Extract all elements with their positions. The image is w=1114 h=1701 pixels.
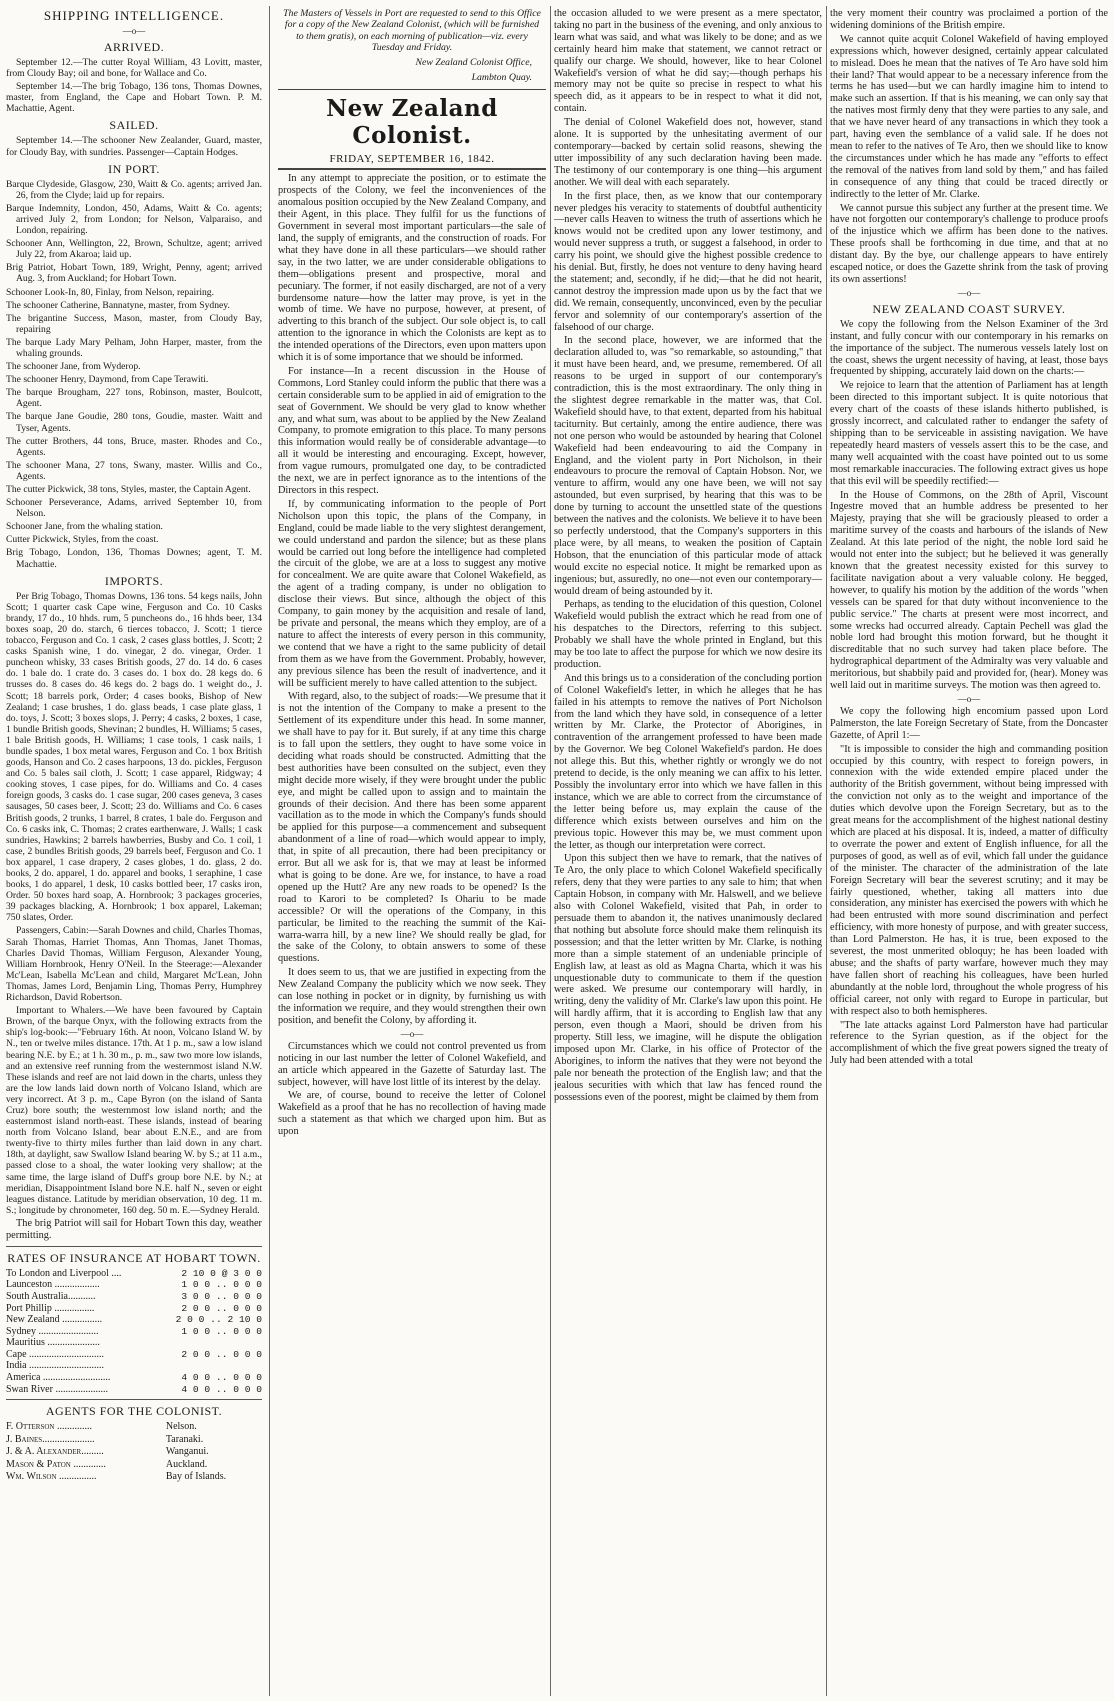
editorial-paragraph: In the first place, then, as we know that our contemporary never pledges his veracity to statements of doubtful authenticity—never calls Heaven to witness the truth of assertions which he knows would not be credited upon any lower testimony, and would never suppress a truth, or suggest a falsehood, in order to carry his point, we should give the highest possible credence to his denial. But, firstly, he does not venture to deny having heard the statement; and, secondly, if he did;—that he did not hearit, cannot destroy the impression made upon us by the fact that we did. We remain, consequently, unconvinced, even by the peculiar fervor and solemnity of our contemporary's assertion of the falsehood of our charge.: [554, 190, 822, 333]
divider: [6, 1399, 262, 1400]
in-port-entry: The barque Lady Mary Pelham, John Harper, master, from the whaling grounds.: [6, 336, 262, 359]
editorial-paragraph: For instance—In a recent discussion in the House of Commons, Lord Stanley could inform the public that there was a certain considerable sum to be applied in aid of emigration to the seat of Government. We should be very glad to know whether any, and what sum, was about to be applied by the New Zealand Company, to promote emigration to this place. To many persons this information would really be of considerable advantage—to all it would be interesting and encouraging. Except, however, from vague rumours, promulgated one day, to be contradicted the next, we are in perfect ignorance as to the intentions of the Directors in this respect.: [278, 365, 546, 496]
insurance-rate: 4 0 0 .. 0 0 0: [181, 1383, 262, 1395]
insurance-place: America ...........................: [6, 1372, 111, 1384]
editorial-paragraph: We are, of course, bound to receive the letter of Colonel Wakefield as a proof that he has no recollection of having made such a statement as that which we charged upon him. But as upon: [278, 1090, 546, 1138]
table-row: [6, 1326, 262, 1338]
agent-place: Bay of Islands.: [165, 1471, 227, 1483]
insurance-rate: 4 0 0 .. 0 0 0: [181, 1372, 262, 1384]
editorial-paragraph: the very moment their country was proclaimed a portion of the widening dominions of the British empire.: [830, 8, 1108, 31]
table-row: [6, 1421, 262, 1434]
column-rule: [826, 6, 827, 1696]
notice-signature-address: Lambton Quay.: [471, 72, 532, 84]
separator: —o—: [122, 26, 146, 36]
separator: —o—: [957, 693, 981, 704]
whalers-notice: Important to Whalers.—We have been favoured by Captain Brown, of the barque Onyx, with the following extracts from the ship's log-book:—"February 16th. At noon, Volcano Island W. by N., ten or twelve miles distance. 17th. At 1 p. m., saw a low island bearing N.E. by E.; at 1 h. 30 m., p. m., saw two more low islands, and an extensive reef running from the westernmost island N.W. These islands and reef are not laid down in the charts, unless they are the low lands laid down north of Volcano Island, which are very incorrect. At 3 p. m., Cape Byron (on the island of Santa Cruz) bore south; the westernmost low island north; and the easternmost island north-east. These islands, instead of bearing north from Volcano Island, bear about E.N.E., and are from twenty-five to thirty miles further than laid down in any chart. 18th, at daylight, saw Swallow Island bearing W. by S.; at 11 a.m., passed close to a shoal, the water looking very shallow; at the same time, the large island of Duff's group bore N.E. by N.; at meridian, Disappointment Island bore N.E. half N., seven or eight leagues distance. Latitude by meridian observation, 10 deg. 11 m. S.; longitude by chronometer, 160 deg. 50 m. E.—Sydney Herald.: [6, 1005, 262, 1216]
survey-paragraph: We rejoice to learn that the attention of Parliament has at length been directed to this important subject. It is quite notorious that every chart of the coasts of these islands hitherto published, is grossly incorrect, and calculated rather to endanger the safety of shipping than to be serviceable in assisting navigation. We have repeatedly heard masters of vessels assert this to be the case, and many well acquainted with the coast have pointed out to us some most remarkable inaccuracies. The following extract gives us hope that this evil will be speedily rectified:—: [830, 380, 1108, 487]
column-editorial-continued: [554, 8, 822, 1696]
survey-heading: NEW ZEALAND COAST SURVEY.: [872, 301, 1066, 316]
insurance-place: Cape ..............................: [6, 1348, 105, 1360]
table-row: [6, 1384, 262, 1396]
editorial-paragraph: And this brings us to a consideration of the concluding portion of Colonel Wakefield's letter, in which he alleges that he has failed in his attempts to remove the natives of Port Nicholson from the land which they have sold, in consequence of a letter written by Mr. Clarke, the Protector of Aborigines, in contravention of the arrangement professed to have been made by the Governor. We beg Colonel Wakefield's pardon. He does not allege this. But this, whether rightly or wrongly we do not pretend to decide, is the only meaning we can affix to his letter. Possibly the involuntary error into which we have fallen in this instance, which we are able to correct from the circumstance of the letter being before us, may explain the cause of the difference which exists between ourselves and him on the previous topic. However this may be, we must comment upon the letter, as though our interpretation were correct.: [554, 672, 822, 851]
separator: —o—: [400, 1028, 424, 1039]
insurance-rate: 2 0 0 .. 0 0 0: [181, 1302, 262, 1314]
circumstances-paragraph: Circumstances which we could not control prevented us from noticing in our last number the letter of Colonel Wakefield, and an article which appeared in the Gazette of Saturday last. The subject, however, will have lost little of its interest by the delay.: [278, 1040, 546, 1088]
arrived-entry: September 12.—The cutter Royal William, 43 Lovitt, master, from Cloudy Bay; oil and bone, for Wallace and Co.: [6, 57, 262, 80]
in-port-entry: Barque Indemnity, London, 450, Adams, Waitt & Co. agents; arrived July 2, from London; for Nelson, Valparaiso, and London, repairing.: [6, 202, 262, 237]
in-port-entry: The schooner Jane, from Wyderop.: [6, 361, 141, 373]
table-row: [6, 1337, 262, 1349]
in-port-entry: Schooner Perseverance, Adams, arrived September 10, from Nelson.: [6, 497, 262, 520]
in-port-entry: Barque Clydeside, Glasgow, 230, Waitt & Co. agents; arrived Jan. 26, from the Clyde; laid up for repairs.: [6, 178, 262, 201]
in-port-entry: The cutter Brothers, 44 tons, Bruce, master. Rhodes and Co., Agents.: [6, 435, 262, 458]
column-survey: [830, 8, 1108, 1696]
insurance-rate: 2 0 0 .. 2 10 0: [175, 1314, 262, 1326]
sailed-heading: SAILED.: [109, 118, 159, 133]
agent-place: Auckland.: [165, 1458, 208, 1470]
agent-place: Nelson.: [165, 1421, 197, 1433]
insurance-heading: RATES OF INSURANCE AT HOBART TOWN.: [7, 1250, 261, 1265]
agent-place: Taranaki.: [165, 1433, 204, 1445]
editorial-paragraph: Upon this subject then we have to remark, that the natives of Te Aro, the only place to which Colonel Wakefield specifically refers, deny that they were parties to any sale to him; that when Captain Hobson, in company with Mr. Halswell, and we believe also with Colonel Wakefield, visited that Pah, in order to persuade them to abandon it, the natives unanimously declared that nothing but absolute force should make them relinquish its possession; and that the letter written by Mr. Clarke, is nothing more than a simple statement of an undeniable principle of English law, at least as old as Magna Charta, which it was his unquestionable duty to communicate to them if the question were asked. We presume our contemporary will hardly, in writing, deny the validity of Mr. Clarke's law upon this point. He will hardly affirm, that it is according to English law that any person, even though a Maori, should be driven from his property. Still less, we imagine, will he dispute the obligation imposed upon Mr. Clarke, in his office of Protector of the Aborigines, to inform the natives that they were not beyond the pale nor beneath the protection of the English law; and that the jealous securities with which that law has fenced round the possessions even of the poorest, might be claimed by them from: [554, 853, 822, 1103]
insurance-rate: [152, 1360, 262, 1372]
editorial-paragraph: In the second place, however, we are informed that the declaration alluded to, was "so remarkable, so astounding," that it must have been heard, and, we presume, remembered. Of all reasons to be urged in support of our contemporary's contradiction, this is the most extraordinary. The only thing in the slightest degree remarkable in the matter was, that Col. Wakefield should have, to that extent, departed from his habitual taciturnity. But certainly, among the entire audience, there was not one person who would be astounded by hearing that Colonel Wakefield had been endeavouring to aid the Company in England, and the violent party in Port Nicholson, in their endeavours to procure the removal of Captain Hobson. Nor, we venture to affirm, would any one have been, we will not say astounded, but even surprised, by hearing that this was to be done by turning to account the unsettled state of the questions between the natives and the colonists. We believe it to have been so perfectly understood, that the Company's supporters in this place were, by all means, to weaken the position of Captain Hobson, that the enunciation of this particular mode of attack would excite no especial notice. It might be remarked upon as ingenious; but, assuredly, no one—not even our contemporary—would dream of being astounded by it.: [554, 335, 822, 597]
table-row: [6, 1279, 262, 1291]
divider: [6, 1246, 262, 1247]
in-port-entry: Cutter Pickwick, Styles, from the coast.: [6, 534, 159, 546]
in-port-entry: Brig Patriot, Hobart Town, 189, Wright, Penny, agent; arrived Aug. 3, from Auckland; for Hobart Town.: [6, 262, 262, 285]
palmerston-paragraph: "The late attacks against Lord Palmerston have had particular reference to the Syrian question, as if the object for the accomplishment of which the five great powers signed the treaty of July had been attended with a total: [830, 1019, 1108, 1067]
table-row: [6, 1471, 262, 1484]
sailed-entry: September 14.—The schooner New Zealander, Guard, master, for Cloudy Bay, with sundries. Passenger—Captain Hodges.: [6, 135, 262, 158]
insurance-rate: 2 10 0 @ 3 0 0: [181, 1267, 262, 1279]
table-row: [6, 1349, 262, 1361]
insurance-place: India ..............................: [6, 1360, 105, 1372]
in-port-entry: The brigantine Success, Mason, master, from Cloudy Bay, repairing: [6, 312, 262, 335]
arrived-heading: ARRIVED.: [103, 40, 165, 54]
imports-text: Per Brig Tobago, Thomas Downs, 136 tons. 54 kegs nails, John Scott; 1 quarter cask Cape wine, Ferguson and Co. 10 Casks brandy, 17 do., 10 hhds. rum, 5 puncheons do., 16 hhds beer, 134 boxes soap, 20 do. starch, 6 tierces tobacco, J. Scott; 1 tierce tobacco, Ferguson and Co. 1 cask, 2 cases glass bottles, J. Scott; 2 casks Spanish wine, 1 do. vinegar, 2 do. vinegar, Order. 1 puncheon whisky, 33 cases British goods, 27 do. 14 do. 6 cases do. 1 bale do. 1 crate do. 3 cases do. 1 box do. 28 kegs do. 6 trusses do. 8 cases do. 46 kegs do. 2 bags do. 1 weight do., J. Scott; 18 barrels pork, Order; 4 cases books, Bishop of New Zealand; 1 case brushes, 1 do. glass beads, 1 case plate glass, 1 do. toys, J. Scott; 3 boxes slops, J. Perry; 4 casks, 2 boxes, 1 case, 1 bundle British goods, Shevinan; 2 bundles, H. Williams; 5 cases, 1 bale British goods, H. Williams; 1 case tools, 1 cask nails, 1 bundle spades, 1 box metal wares, Ferguson and Co. 1 box British goods, Hanson and Co. 2 cases harpoons, 13 do. pickles, Ferguson and Co. 5 bales sail cloth, J. Scott; 1 case apparel, Ridgway; 4 cooking stoves, 1 case pipes, for do. Williams and Co. 4 cases foreign goods, 3 casks do. 1 case sugar, 200 cases geneva, 3 cases sausages, 50 cases beer, J. Scott; 23 do. Williams and Co. 6 cases British goods, 2 trunks, 1 barrel, 8 crates, 1 bale do. Ferguson and Co. 6 casks ink, C. Thomas; 2 crates earthenware, J. Walls; 1 cask sundries, Hawkins; 2 barrels hawberries, Busby and Co. 1 coil, 1 case, 2 bundles British goods, 29 barrels beef, Ferguson and Co. 1 box apparel, 1 case drapery, 2 cases globes, 1 do. glass, 2 do. books, 2 do. apparel, 1 do. apparel and books, 1 seraphine, 1 case books, 1 do apparel, 1 desk, 10 casks bottled beer, 17 casks iron, Order. 50 boxes hard soap, A. Hornbrook; 3 packages groceries, 39 packages blacking, A. Hornbrook; 1 box apparel, Lakeman; 750 slates, Order.: [6, 590, 262, 924]
table-row: [6, 1459, 262, 1472]
palmerston-paragraph: We copy the following high encomium passed upon Lord Palmerston, the late Foreign Secretary of State, from the Doncaster Gazette, of April 1:—: [830, 705, 1108, 741]
patriot-notice: The brig Patriot will sail for Hobart Town this day, weather permitting.: [6, 1217, 262, 1241]
table-row: [6, 1446, 262, 1459]
in-port-entry: Schooner Ann, Wellington, 22, Brown, Schultze, agent; arrived July 22, from Akaroa; laid up.: [6, 238, 262, 261]
table-row: [6, 1268, 262, 1280]
insurance-table: [6, 1268, 262, 1396]
agents-heading: AGENTS FOR THE COLONIST.: [45, 1404, 223, 1419]
masthead: New Zealand Colonist.: [278, 89, 546, 149]
separator: —o—: [957, 287, 981, 298]
editorial-paragraph: In any attempt to appreciate the position, or to estimate the prospects of the Colony, we feel the inconveniences of the anomalous position occupied by the New Zealand Company, and their Agent, in this place. They fulfil for us the functions of Government in several most important particulars—the sale of land, the supply of emigrants, and the construction of roads. For what they have done in all these particulars—we should rather say, in the two latter, we are under considerable obligations to them—obligations present and prospective, moral and pecuniary. The former, if not easily discharged, are not of a very burdensome nature—how the latter may prove, is yet in the womb of time. We have no purpose, however, at present, of adverting to this branch of the subject. Our sole object is, to call attention to the ignorance in which the Colonists are kept as to the intended operations of the Directors, even upon matters upon which it is of some importance that we should be informed.: [278, 173, 546, 364]
insurance-rate: 2 0 0 .. 0 0 0: [181, 1348, 262, 1360]
column-shipping: [6, 8, 262, 1696]
in-port-entry: The cutter Pickwick, 38 tons, Styles, master, the Captain Agent.: [6, 484, 251, 495]
insurance-place: To London and Liverpool ....: [6, 1267, 122, 1279]
editorial-paragraph: It does seem to us, that we are justified in expecting from the New Zealand Company the publicity which we now seek. They can lose nothing in pocket or in dignity, by furnishing us with the information we require, and they would strengthen their own position, and benefit the Colony, by affording it.: [278, 967, 546, 1026]
agent-name: J. & A. Alexander.........: [6, 1446, 104, 1458]
column-rule: [550, 6, 551, 1696]
in-port-entry: Schooner Jane, from the whaling station.: [6, 521, 163, 533]
table-row: [6, 1303, 262, 1315]
imports-heading: IMPORTS.: [104, 573, 164, 588]
agent-name: F. Otterson ..............: [6, 1421, 92, 1433]
editorial-paragraph: With regard, also, to the subject of roads:—We presume that it is not the intention of the Company to make a present to the Settlement of its expenditure under this head. In some manner, we shall have to pay for it. But surely, if at any time this charge is to fall upon the settlers, they ought to have some voice in deciding what roads should be constructed. Admitting that the best authorities have been consulted on the subject, even they might decide more wisely, if they were brought under the public eye, and might be called upon to assign and to maintain the grounds of their decision. And there has been some apparent vacillation as to the mode in which the Company's funds should be applied for this purpose—a commencement and subsequent abandonment of a line of road—which would appear to imply, that, in spite of all precaution, there had been precipitancy or error. But all we ask for is, that we may at least be informed what is going to be done. Are we, for instance, to have a road opened up the Hutt? Are any new roads to be opened? Is the road to Karori to be completed? Is Ohariu to be made accessible? Or will the operations of the Company, in this particular, be limited to the reaching the summit of the Kai-warra-warra hill, by a new line? We should really be glad, for the sake of the Colony, to obtain answers to some of these questions.: [278, 691, 546, 965]
insurance-place: South Australia...........: [6, 1290, 96, 1302]
editorial-paragraph: We cannot pursue this subject any further at the present time. We have not forgotten our contemporary's challenge to produce proofs of the injustice which we affirm has been done to the natives. These proofs shall be forthcoming in due time, and that at no distant day. By the bye, our challenge appears to have entirely escaped notice, or does the Gazette shrink from the task of proving its own assertions!: [830, 202, 1108, 285]
shipping-title: SHIPPING INTELLIGENCE.: [43, 8, 225, 23]
column-editorial: [278, 8, 546, 1696]
table-row: [6, 1434, 262, 1447]
survey-paragraph: In the House of Commons, on the 28th of April, Viscount Ingestre moved that an humble address be presented to her Majesty, praying that she will be graciously pleased to order a maritime survey of the coasts and harbours of the islands of New Zealand. At this late period of the night, the noble lord said he would not enter into the subject; but he believed it was generally known that the greatest necessity existed for this survey to facilitate navigation about a very valuable colony. He begged, however, to qualify his motion by the addition of the words "when vessels can be spared for that duty without inconvenience to the public service." The charts at present were most incorrect, and some wrecks had occurred already. Captain Pechell was glad the noble lord had brought this motion forward, but he thought it discreditable that no such survey had taken place before. The hydrographical department of the Admiralty was very valuable and meritorious, but shabbily paid and provided for, (hear). Money was well laid out in maritime surveys. The motion was then agreed to.: [830, 489, 1108, 692]
arrived-entry: September 14.—The brig Tobago, 136 tons, Thomas Downes, master, from England, the Cape and Hobart Town. P. M. Machattie, Agent.: [6, 81, 262, 115]
table-row: [6, 1314, 262, 1326]
masters-notice: The Masters of Vessels in Port are requested to send to this Office for a copy of the New Zealand Colonist, (which will be furnished to them gratis), on each morning of publication—viz. every Tuesday and Friday.: [283, 8, 541, 54]
agent-place: Wanganui.: [165, 1446, 209, 1458]
editorial-paragraph: We cannot quite acquit Colonel Wakefield of having employed expressions which, however designed, certainly appear calculated to mislead. Does he mean that the natives of Te Aro have sold him their land? That would appear to be a necessary inference from the terms he has used—but we can hardly imagine him to intend to make such an assertion. If that is his meaning, we can only say that the natives most firmly deny that they were parties to any sale, and that we have never heard of any transactions in which they took a part, having even the semblance of a valid sale. If he does not mean to refer to the natives of Te Aro, then we should like to know the circumstances under which he has made any "efforts to effect the removal of the natives from land sold by them," and has failed in consequence of any thing that could be traced directly or indirectly to the letter of Mr. Clarke.: [830, 33, 1108, 200]
insurance-place: Sydney ........................: [6, 1325, 99, 1337]
insurance-place: Launceston ..................: [6, 1279, 100, 1291]
insurance-place: Port Phillip ................: [6, 1302, 95, 1314]
table-row: [6, 1360, 262, 1372]
in-port-heading: IN PORT.: [108, 161, 160, 176]
agent-name: Mason & Paton .............: [6, 1458, 106, 1470]
editorial-paragraph: the occasion alluded to we were present as a mere spectator, taking no part in the business of the evening, and only anxious to learn what was said, and what was likely to be done; and as we certainly heard him make that statement, we cannot retract or qualify our charge. We should, however, like to hear Colonel Wakefield's version of what he did say;—though perhaps his memory may not be quite so precise in respect to what his speech did, as it appears to be in respect to what it did not, contain.: [554, 8, 822, 115]
table-row: [6, 1291, 262, 1303]
dateline: FRIDAY, SEPTEMBER 16, 1842.: [278, 153, 546, 170]
editorial-paragraph: Perhaps, as tending to the elucidation of this question, Colonel Wakefield would publish the extract which he read from one of his despatches to the Directors, referring to this subject. Probably we shall have the whole printed in England, but this may be too late to affect the purpose for which we now desire its production.: [554, 599, 822, 670]
passengers-text: Passengers, Cabin:—Sarah Downes and child, Charles Thomas, Sarah Thomas, Harriet Thomas, Ann Thomas, Janet Thomas, Charles David Thomas, William Ferguson, Alexander Young, William Hornbrook, Henry O'Neil. In the Steerage:—Alexander Mc'Lean, Isabella Mc'Lean and child, Margaret Mc'Lean, John Thomas, James Lord, Benjamin Ling, Thomas Perry, Humphrey Richardson, David Robertson.: [6, 925, 262, 1004]
in-port-entry: The schooner Henry, Daymond, from Cape Terawiti.: [6, 374, 209, 386]
insurance-rate: 1 0 0 .. 0 0 0: [181, 1325, 262, 1337]
in-port-entry: The schooner Mana, 27 tons, Swany, master. Willis and Co., Agents.: [6, 459, 262, 482]
insurance-place: Swan River .....................: [6, 1383, 108, 1395]
insurance-rate: 3 0 0 .. 0 0 0: [181, 1290, 262, 1302]
in-port-entry: The barque Jane Goudie, 280 tons, Goudie, master. Waitt and Tyser, Agents.: [6, 411, 262, 434]
table-row: [6, 1372, 262, 1384]
insurance-place: Mauritius .....................: [6, 1337, 100, 1349]
notice-signature-office: New Zealand Colonist Office,: [415, 56, 532, 68]
palmerston-paragraph: "It is impossible to consider the high and commanding position occupied by this country, with respect to foreign powers, in connexion with the wide extended empire placed under the authority of the British government, without being impressed with the conviction not only as to the weight and importance of the duties which devolve upon the Foreign Secretary, but as to the great means for the accomplishment of the highest national destiny which are placed at his disposal. It is, indeed, a matter of difficulty to overrate the power and extent of English influence, for all the purposes of good, as well as of evil, which fall under the guidance of the minister. The character of the administration of the late Foreign Secretary will bear the severest scrutiny; and it may be fairly questioned, whether, taking all matters into due consideration, any minister has exercised the powers with which he had been entrusted with more sound discrimination and perfect efficiency, with more honesty of purpose, and with greater success, than Lord Palmerston. He has, it is true, been exposed to the severest, the most unmerited obloquy; he has been loaded with abuse; and the shafts of party warfare, however much they may have fallen short of reaching his colleagues, have been hurled abundantly at the noble lord, throughout the whole progress of his official career, not only with regard to Europe in particular, but with respect also to both hemispheres.: [830, 743, 1108, 1017]
column-rule: [269, 6, 270, 1696]
insurance-rate: [152, 1337, 262, 1349]
in-port-entry: Schooner Look-In, 80, Finlay, from Nelson, repairing.: [6, 286, 214, 298]
editorial-paragraph: The denial of Colonel Wakefield does not, however, stand alone. It is supported by the unhesitating averment of our contemporary—backed by certain solid reasons, shewing the utter impossibility of any such declaration having been made. The testimony of our contemporary is one thing—his argument another. We will deal with each separately.: [554, 117, 822, 188]
agent-name: Wm. Wilson ...............: [6, 1471, 97, 1483]
in-port-entry: Brig Tobago, London, 136, Thomas Downes; agent, T. M. Machattie.: [6, 547, 262, 570]
survey-paragraph: We copy the following from the Nelson Examiner of the 3rd instant, and fully concur with our contemporary in his remarks on the importance of the subject. The numerous vessels lately lost on the coast, shews the urgent necessity of having, at least, those bays frequented by shipping, accurately laid down on the charts:—: [830, 318, 1108, 378]
in-port-entry: The schooner Catherine, Bannatyne, master, from Sydney.: [6, 299, 230, 311]
insurance-place: New Zealand ................: [6, 1314, 103, 1326]
insurance-rate: 1 0 0 .. 0 0 0: [181, 1279, 262, 1291]
editorial-paragraph: If, by communicating information to the people of Port Nicholson upon this topic, the plans of the Company, in England, could be made liable to the very slightest derangement, we could understand and pardon the silence; but as these plans would be carried out long before the intelligence had completed the circuit of the globe, we are at a loss to suggest any motive for concealment. We are quite aware that Colonel Wakefield, as the agent of a trading company, is under no obligation to disclose their views. But since, although the object of this Company, to gain money by the acquisition and resale of land, be private and personal, the means which they employ, are of a nature to affect the interests of every person in this community, we contend that we have a right to the same publicity of detail from them as we have from the Government. Probably, however, any previous silence has been the result of inadvertence, and it will be sufficient merely to have called attention to the subject.: [278, 498, 546, 689]
agents-table: [6, 1421, 262, 1484]
agent-name: J. Baines.....................: [6, 1433, 95, 1445]
in-port-entry: The barque Brougham, 227 tons, Robinson, master, Boulcott, Agent.: [6, 387, 262, 410]
